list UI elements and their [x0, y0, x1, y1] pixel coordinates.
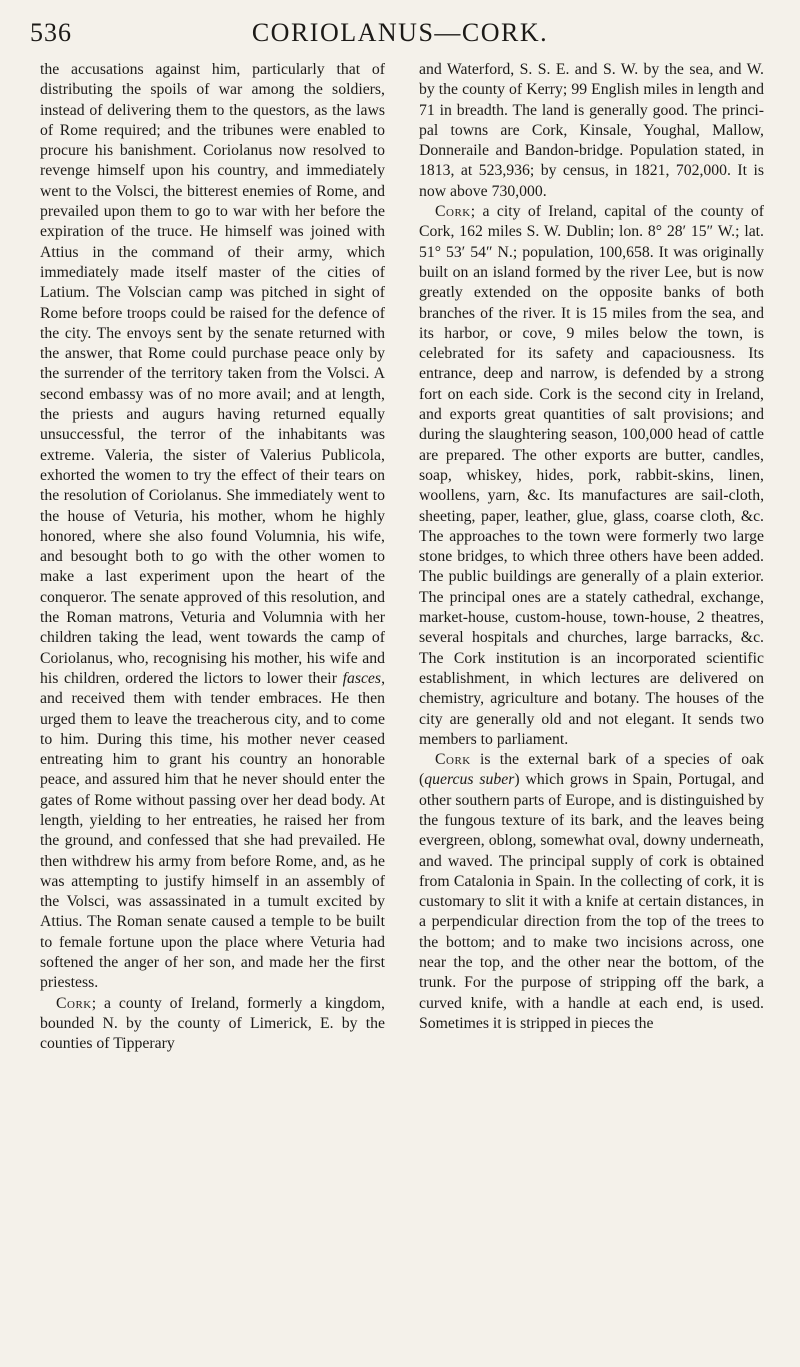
- cork-county-entry: [40, 994, 385, 1055]
- page-header: [30, 18, 770, 54]
- cork-bark-entry: [419, 750, 764, 1034]
- cork-bark-latin-name: quercus suber: [424, 771, 515, 789]
- cork-city-entry: [419, 202, 764, 750]
- cork-county-headword: Cork: [56, 994, 92, 1012]
- cork-bark-headword: Cork: [435, 751, 471, 769]
- cork-bark-text-2: ) which grows in Spain, Portugal, and other southern parts of Europe, and is distinguished by the fungous texture of its bark, and the leaves being evergreen, oblong, somewhat oval, downy underneath, and waved. The principal supply of cork is obtained from Catalonia in Spain. In the collecting of cork, it is customary to slit it with a knife at certain distances, in a perpendicular direction from the top of the trees to the bottom; and to make two incisions across, one near the top, and the other near the bottom, of the trunk. For the purpose of stripping off the bark, a curved knife, with a handle at each end, is used. Sometimes it is stripped in pieces the: [419, 771, 764, 1032]
- cork-county-entry-continued: [419, 60, 764, 202]
- coriolanus-entry-continued: [40, 60, 385, 994]
- text-columns: [40, 60, 764, 1360]
- coriolanus-text-2: , and received them with tender embraces. He then urged them to leave the treacherous city, and to come to him. During this time, his mother never ceased entreating him to grant his country an honorable peace, and assured him that he never should enter the gates of Rome without passing over her dead body. At length, yielding to her entreaties, he raised her from the ground, and confessed that she had prevailed. He then withdrew his army from before Rome, and, as he was attempting to justify himself in an assembly of the Volsci, was assassinated in a tumult excited by Attius. The Roman senate caused a temple to be built to female fortune upon the place where Veturia had softened the anger of her son, and made her the first priestess.: [40, 669, 385, 992]
- cork-county-text-2: and Waterford, S. S. E. and S. W. by the sea, and W. by the county of Kerry; 99 English miles in length and 71 in breadth. The land is generally good. The principal towns are Cork, Kinsale, Youghal, Mallow, Donneraile and Bandon-bridge. Population stated, in 1813, at 523,936; by census, in 1821, 702,000. It is now above 730,000.: [419, 61, 764, 200]
- page-number: 536: [30, 18, 72, 47]
- fasces-term: fasces: [342, 669, 382, 687]
- cork-bark-text-1: is the external bark of a species of oak (: [419, 751, 764, 789]
- running-head: CORIOLANUS—CORK.: [251, 18, 549, 47]
- cork-city-text: ; a city of Ireland, capital of the county of Cork, 162 miles S. W. Dublin; lon. 8° 28′ 15″ W.; lat. 51° 53′ 54″ N.; population, 100,658. It was originally built on an island formed by the river Lee, but is now greatly extended on the opposite banks of both branches of the river. It is 15 miles from the sea, and its harbor, or cove, 9 miles below the town, is celebrated for its safety and capaciousness. Its entrance, deep and narrow, is defended by a strong fort on each side. Cork is the second city in Ireland, and exports great quantities of salt provisions; and during the slaughtering season, 100,000 head of cattle are prepared. The other exports are butter, candles, soap, whiskey, hides, pork, rabbit-skins, linen, woollens, yarn, &c. Its manufactures are sail-cloth, sheeting, paper, leather, glue, glass, coarse cloth, &c. The approaches to the town were formerly two large stone bridges, to which three others have been added. The public buildings are generally of a plain exterior. The principal ones are a stately cathedral, exchange, market-house, custom-house, town-house, 2 theatres, several hospitals and churches, large barracks, &c. The Cork institution is an incorporated scientific establishment, in which lectures are delivered on chemistry, agriculture and botany. The houses of the city are generally old and not elegant. It sends two members to parliament.: [419, 203, 764, 748]
- cork-county-text-1: ; a county of Ireland, formerly a kingdom, bounded N. by the county of Limerick, E. by the counties of Tipperary: [40, 994, 385, 1053]
- left-column: [40, 60, 385, 1360]
- cork-city-headword: Cork: [435, 203, 471, 221]
- right-column: [419, 60, 764, 1360]
- coriolanus-text: the accusations against him, particularly that of distributing the spoils of war among the soldiers, instead of delivering them to the questors, as the laws of Rome required; and the tribunes were enabled to procure his banishment. Coriolanus now resolved to revenge himself upon his country, and immediately went to the Volsci, the bitterest enemies of Rome, and prevailed upon them to go to war with her before the expiration of the truce. He himself was joined with Attius in the command of their army, which immediately made itself master of the cities of Latium. The Volscian camp was pitched in sight of Rome before troops could be raised for the defence of the city. The envoys sent by the senate returned with the answer, that Rome could purchase peace only by the surrender of the territory taken from the Volsci. A second embassy was of no more avail; and at length, the priests and augurs having returned equally unsuccessful, the terror of the inhabitants was extreme. Valeria, the sister of Valerius Publicola, exhorted the women to try the effect of their tears on the resolution of Coriolanus. She immediately went to the house of Veturia, his mother, whom he highly honored, where she also found Volumnia, his wife, and besought both to go with the other women to make a last experiment upon the heart of the conqueror. The senate approved of this resolution, and the Roman matrons, Veturia and Volumnia with her children taking the lead, went towards the camp of Coriolanus, who, recognising his mother, his wife and his children, ordered the lictors to lower their: [40, 61, 385, 687]
